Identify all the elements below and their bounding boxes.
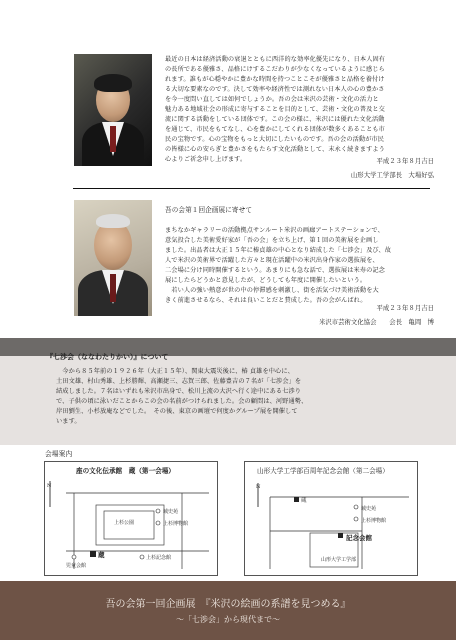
venue-label: 会場案内	[45, 450, 73, 458]
section3-heading: 『七渉会（ななわたりかい）』について	[46, 352, 169, 361]
section2-paragraph: まちなかギャラリーの活動拠点サンルート米沢の画廊アートステーションで、 意気投合した美術愛好家が「吾の会」を立ち上げ、第１回の美術展を企画し ました。出品者は大正１５年に椿貞雄の中心となり結成した「七渉会」及び、故 人で米沢の美術界で活躍した方々と現在活躍中の米沢出身作家の選抜展を、 二会場に分け同時開催するという。あまりにも急な話で、選抜展は米寿の記念 展にしたらどうかと意見したが、どうしても年度に開催したいという。 若い人の強い熱意が世の中の停滞感を刺激し、街を活気づけ美術活動を大 きく前進させるなら、それは良いことだと賛成した。吾の会がんばれ。	[165, 227, 392, 304]
footer-subtitle: ～「七渉会」から現代まで～	[176, 615, 280, 624]
map2-title: 山形大学工学部百周年記念会館（第二会場）	[257, 467, 389, 475]
map1-label-museum: 上杉博物館	[163, 521, 189, 527]
map1-north: N	[47, 483, 52, 489]
map1-label-memorial: 上杉記念館	[146, 555, 172, 561]
section1-author: 山形大学工学部長 大場好弘	[350, 171, 434, 179]
section1-date: 平成２３年８月吉日	[376, 157, 434, 165]
photo-dean	[74, 54, 152, 166]
section3-paragraph: 今から８５年前の１９２６年（大正１５年）、関東大震災後に、椿 貞雄を中心に、 土田文雄、村山秀雄、上杉勝輝、高瀬捷三、志賀三郎、佐藤豊吉の７名が「七渉会」を 結成しました。７名はいずれも米沢市出身で、松川上流の大沢へ行く途中にある七渉り で、子供の頃に泳いだことからこの会の名前がつけられました。会の顧問は、河野通勢、 岸田劉生、小杉放庵などでした。 その後、東京の画壇で何度かグループ展を開催して います。	[56, 368, 308, 425]
map1-title: 座の文化伝承館 蔵（第一会場）	[76, 467, 175, 475]
map1-svg	[44, 461, 216, 574]
section2-date: 平成２３年８月吉日	[376, 304, 434, 312]
map2-label-university: 山形大学工学部	[321, 557, 357, 563]
map2-label-kinenkan: 記念会館	[346, 534, 372, 542]
section2-heading: 吾の会第１回企画展に寄せて	[165, 206, 253, 214]
map2-label-kura: 蔵	[301, 498, 307, 504]
map2-north: N	[256, 484, 261, 490]
section1-paragraph: 最近の日本は経済活動の衰退とともに西洋的な効率化優先になり、日本人固有 の長所である優雅さ、品格にけするこだわりが少なくなっているように感じら れます。誰もが心穏やかに豊かな時間を持つことこそが優雅さと品格を養付け る大切な要素なのです。決して効率や経済性では測れない日本人の心の豊かさ を今一度問い直しては如何でしょうか。吾の会は米沢の芸術・文化の活力と 魅力ある地域社会の形成に寄与することを目的として、芸術・文化の普及と交 流に関する活動をしている団体です。この会の様に、米沢には優れた文化活動 を通じて、市民をもてなし、心を豊かにしてくれる団体が数多くあることも市 民の宝物です。心の宝物をもっと大切にしたいものです。吾の会の活動が市民 の皆様に心の安らぎと豊かさをもたらす文化活動として、末永く続きますよう 心よりご祈念申し上げます。	[165, 56, 386, 163]
map1-label-children: 児童会館	[66, 563, 87, 569]
section2-author: 米沢市芸術文化協会 会長 亀岡 博	[318, 318, 434, 326]
map2-label-castle: 城史苑	[361, 506, 377, 512]
map1-label-castle: 城史苑	[163, 509, 179, 515]
map2-label-museum: 上杉博物館	[361, 518, 387, 524]
footer-title: 吾の会第一回企画展 『米沢の絵画の系譜を見つめる』	[105, 599, 351, 610]
section-divider	[73, 188, 430, 189]
map1-label-kura: 蔵	[98, 551, 105, 559]
map1-label-park: 上杉公園	[114, 520, 135, 526]
footer-band	[0, 581, 456, 640]
photo-chairman	[74, 200, 152, 316]
